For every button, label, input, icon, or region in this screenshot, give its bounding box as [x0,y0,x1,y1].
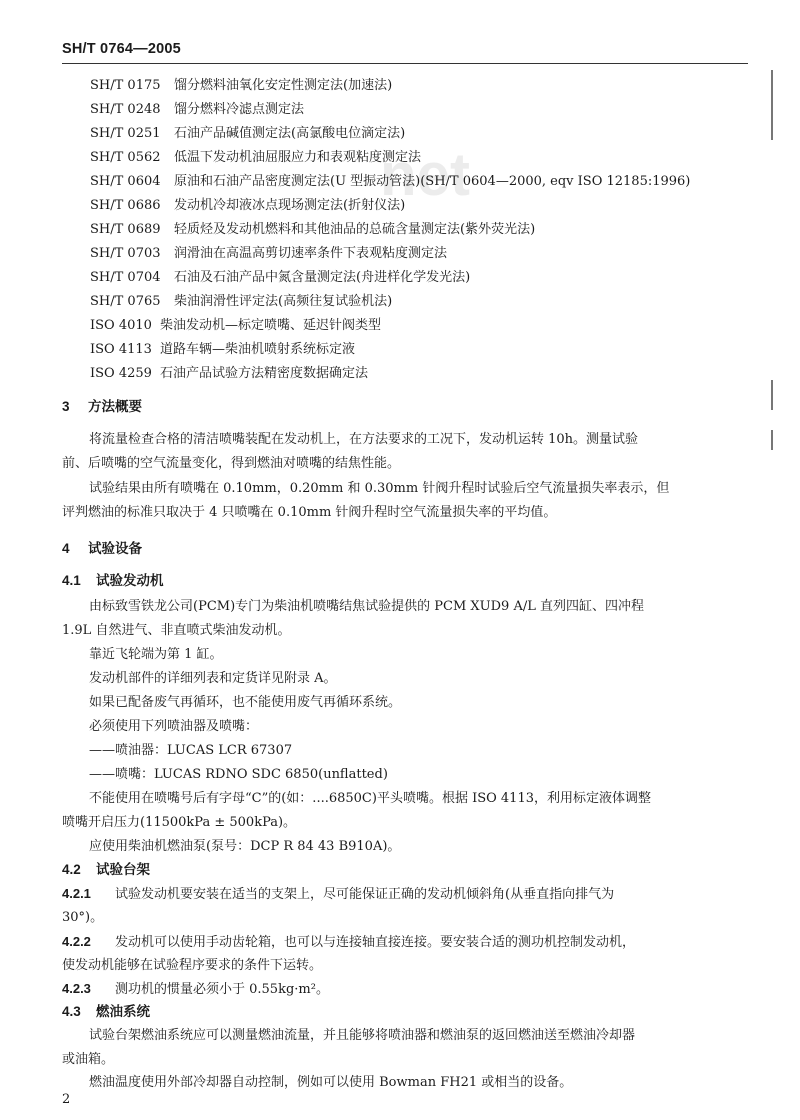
subsection-heading [62,862,150,878]
paragraph-line: 应使用柴油机燃油泵(泵号：DCP R 84 43 B910A)。 [89,839,401,854]
section-title: 燃油系统 [96,1004,150,1019]
paragraph-line: 必须使用下列喷油器及喷嘴： [89,719,259,734]
reference-code: SH/T 0251 [90,126,161,141]
reference-title: 石油及石油产品中氮含量测定法(舟进样化学发光法) [174,270,471,285]
paragraph-line: 试验结果由所有喷嘴在 0.10mm，0.20mm 和 0.30mm 针阀升程时试验后空气流量损失率表示，但 [89,481,670,496]
section-number: 4.3 [62,1004,81,1019]
section-title: 试验设备 [88,541,142,556]
reference-title: 轻质烃及发动机燃料和其他油品的总硫含量测定法(紫外荧光法) [174,222,536,237]
reference-title: 石油产品试验方法精密度数据确定法 [160,366,369,381]
reference-title: 润滑油在高温高剪切速率条件下表观粘度测定法 [174,246,448,261]
subsection-heading [62,573,164,589]
paragraph-line: 1.9L 自然进气、非直喷式柴油发动机。 [62,623,291,638]
reference-code: SH/T 0703 [90,246,161,261]
section-title: 试验发动机 [96,573,164,588]
section-number: 4 [62,541,70,556]
reference-code: SH/T 0248 [90,102,161,117]
clause-line [62,981,329,998]
scan-edge-mark [771,70,773,140]
paragraph-line: 将流量检查合格的清洁喷嘴装配在发动机上，在方法要求的工况下，发动机运转 10h。测量试验 [89,432,639,447]
reference-code: SH/T 0686 [90,198,161,213]
reference-item [90,222,535,238]
reference-title: 馏分燃料油氧化安定性测定法(加速法) [174,78,393,93]
paragraph-line: 试验台架燃油系统应可以测量燃油流量，并且能够将喷油器和燃油泵的返回燃油送至燃油冷却器 [89,1028,636,1043]
paragraph-line: 发动机部件的详细列表和定货详见附录 A。 [89,671,337,686]
reference-title: 柴油发动机—标定喷嘴、延迟针阀类型 [160,318,382,333]
clause-number: 4.2.1 [62,886,91,901]
reference-item [90,198,405,214]
reference-code: SH/T 0175 [90,78,161,93]
reference-title: 柴油润滑性评定法(高频往复试验机法) [174,294,393,309]
section-title: 方法概要 [88,399,142,414]
section-number: 4.2 [62,862,81,877]
reference-code: ISO 4010 [90,318,152,333]
section-heading [62,399,142,415]
paragraph-line: 使发动机能够在试验程序要求的条件下运转。 [62,958,323,973]
list-item: ——喷嘴：LUCAS RDNO SDC 6850(unflatted) [89,767,388,782]
standard-code-header: SH/T 0764—2005 [62,41,181,57]
reference-title: 原油和石油产品密度测定法(U 型振动管法)(SH/T 0604—2000, eqv ISO 12185:1996) [174,174,691,189]
section-title: 试验台架 [96,862,150,877]
clause-number: 4.2.2 [62,934,91,949]
clause-text: 试验发动机要安装在适当的支架上，尽可能保证正确的发动机倾斜角(从垂直指向排气为 [115,887,615,902]
reference-code: SH/T 0704 [90,270,161,285]
reference-item [90,246,447,262]
reference-item [90,294,392,310]
section-number: 3 [62,399,70,414]
scan-edge-mark [771,430,773,450]
reference-item [90,174,690,190]
clause-line [62,934,635,951]
reference-item [90,126,405,142]
reference-item [90,102,304,118]
reference-item [90,342,355,358]
watermark: net [380,141,470,208]
reference-item [90,318,381,334]
reference-title: 石油产品碱值测定法(高氯酸电位滴定法) [174,126,406,141]
paragraph-line: 由标致雪铁龙公司(PCM)专门为柴油机喷嘴结焦试验提供的 PCM XUD9 A/L 直列四缸、四冲程 [89,599,644,614]
section-heading [62,541,142,557]
header-rule [62,63,748,64]
subsection-heading [62,1004,150,1020]
paragraph-line: 前、后喷嘴的空气流量变化，得到燃油对喷嘴的结焦性能。 [62,456,401,471]
reference-code: SH/T 0604 [90,174,161,189]
clause-number: 4.2.3 [62,981,91,996]
reference-item [90,366,368,382]
clause-text: 发动机可以使用手动齿轮箱，也可以与连接轴直接连接。要安装合适的测功机控制发动机， [115,935,636,950]
reference-title: 道路车辆—柴油机喷射系统标定液 [160,342,356,357]
list-item: ——喷油器：LUCAS LCR 67307 [89,743,293,758]
reference-code: SH/T 0562 [90,150,161,165]
paragraph-line: 如果已配备废气再循环，也不能使用废气再循环系统。 [89,695,402,710]
clause-text: 测功机的惯量必须小于 0.55kg·m²。 [115,982,329,997]
scan-edge-mark [771,380,773,410]
reference-title: 馏分燃料冷滤点测定法 [174,102,305,117]
paragraph-line: 靠近飞轮端为第 1 缸。 [89,647,223,662]
paragraph-line: 30°)。 [62,910,104,925]
paragraph-line: 燃油温度使用外部冷却器自动控制，例如可以使用 Bowman FH21 或相当的设备。 [89,1075,573,1090]
paragraph-line: 或油箱。 [62,1052,115,1067]
reference-code: SH/T 0765 [90,294,161,309]
reference-code: ISO 4259 [90,366,152,381]
paragraph-line: 评判燃油的标准只取决于 4 只喷嘴在 0.10mm 针阀升程时空气流量损失率的平均值。 [62,505,557,520]
paragraph-line: 不能使用在喷嘴号后有字母“C”的(如：....6850C)平头喷嘴。根据 ISO 4113，利用标定液体调整 [89,791,651,806]
reference-item [90,150,421,166]
paragraph-line: 喷嘴开启压力(11500kPa ± 500kPa)。 [62,815,297,830]
section-number: 4.1 [62,573,81,588]
reference-code: ISO 4113 [90,342,152,357]
reference-title: 发动机冷却液冰点现场测定法(折射仪法) [174,198,406,213]
reference-code: SH/T 0689 [90,222,161,237]
reference-item [90,78,392,94]
clause-line [62,886,614,903]
reference-title: 低温下发动机油屈服应力和表观粘度测定法 [174,150,422,165]
page-number: 2 [62,1092,71,1107]
reference-item [90,270,470,286]
